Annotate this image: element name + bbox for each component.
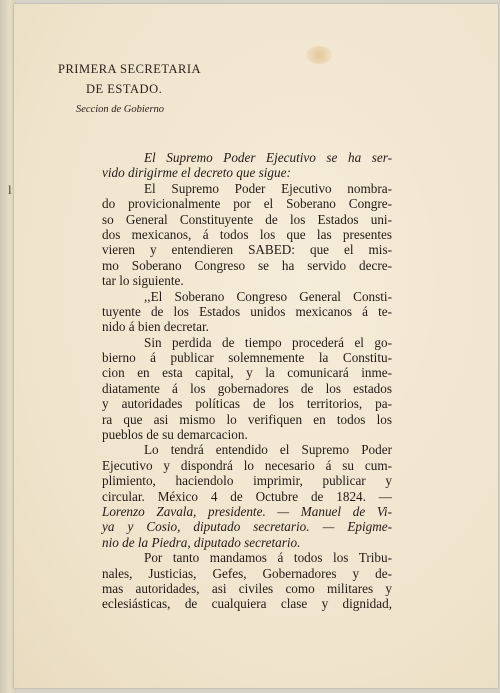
text-line: ra que asi mismo lo verifiquen en todos los <box>102 411 392 427</box>
text-line: eclesiásticas, de cualquiera clase y dignidad, <box>102 596 392 612</box>
text-line: so General Constituyente de los Estados uni- <box>102 211 392 227</box>
text-line: Lorenzo Zavala, presidente. — Manuel de Vi- <box>102 503 392 519</box>
text-line: do provicionalmente por el Soberano Congre- <box>102 196 392 212</box>
text-line: mo Soberano Congreso se ha servido decre- <box>102 257 392 273</box>
text-line: pueblos de su demarcacion. <box>102 427 248 443</box>
text-line: ,,El Soberano Congreso General Consti- <box>144 288 392 304</box>
text-line: tuyente de los Estados unidos mexicanos á te- <box>102 303 392 319</box>
text-line: Lo tendrá entendido el Supremo Poder <box>144 442 392 458</box>
text-line: El Supremo Poder Ejecutivo nombra- <box>144 180 392 196</box>
header-seccion: Seccion de Gobierno <box>76 104 165 115</box>
text-line: nales, Justicias, Gefes, Gobernadores y de- <box>102 565 392 581</box>
text-line: nido á bien decretar. <box>102 319 209 335</box>
text-line: ya y Cosio, diputado secretario. — Epigme- <box>102 519 392 535</box>
text-line: El Supremo Poder Ejecutivo se ha ser- <box>144 150 392 165</box>
paper-stain <box>306 46 332 64</box>
decree-text <box>102 150 392 612</box>
text-line: Ejecutivo y dispondrá lo necesario á su cum- <box>102 457 392 473</box>
text-line: cion en esta capital, y la comunicará inme- <box>102 365 392 381</box>
text-line: tar lo siguiente. <box>102 273 184 289</box>
text-line: vido dirigirme el decreto que sigue: <box>102 165 291 181</box>
text-line: dos mexicanos, á todos los que las presentes <box>102 226 392 242</box>
text-line: diatamente á los gobernadores de los estados <box>102 380 392 396</box>
margin-mark: l <box>8 182 12 197</box>
text-line: circular. México 4 de Octubre de 1824. — <box>102 488 392 504</box>
text-line: nio de la Piedra, diputado secretario. <box>102 534 301 550</box>
text-line: Sin perdida de tiempo procederá el go- <box>144 334 392 350</box>
header-secretaria: PRIMERA SECRETARIA <box>58 62 202 76</box>
text-line: bierno á publicar solemnemente la Constitu- <box>102 350 392 366</box>
text-line: mas autoridades, asi civiles como militares y <box>102 580 392 596</box>
header-estado: DE ESTADO. <box>86 82 163 96</box>
text-line: plimiento, haciendolo imprimir, publicar y <box>102 473 392 489</box>
text-line: vieren y entendieren SABED: que el mis- <box>102 242 392 258</box>
text-line: Por tanto mandamos á todos los Tribu- <box>144 550 392 566</box>
text-line: y autoridades políticas de los territorios, pa- <box>102 396 392 412</box>
